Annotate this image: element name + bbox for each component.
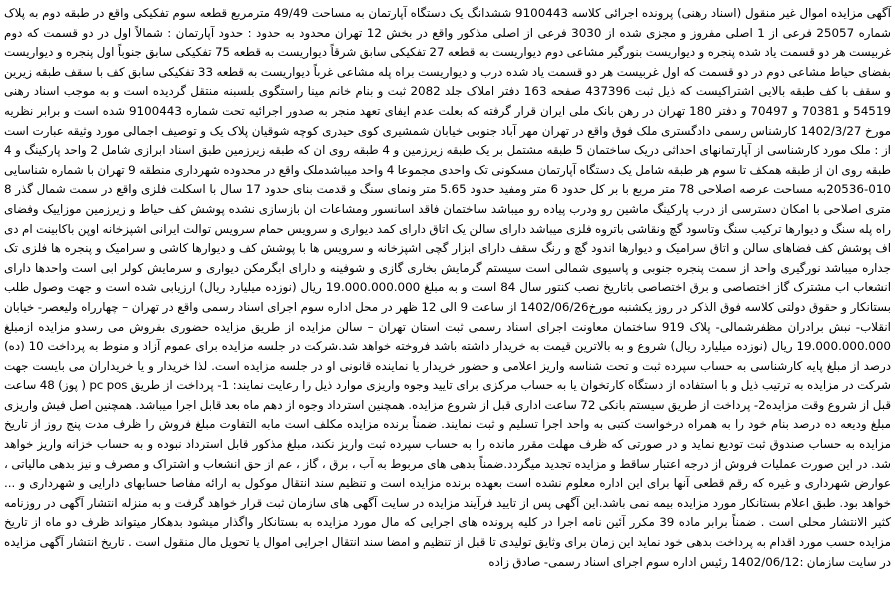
auction-notice-text: آگهی مزایده اموال غیر منقول (اسناد رهنی) پرونده اجرائی کلاسه 9100443 ششدانگ یک دستگاه آپارتمان به مساحت 49/49 مترمربع قطعه سوم تفکیکی واقع در طبقه دوم به پلاک شماره 25057 فرعی از 1 اصلی مفروز و مجزی شده از 3030 فرعی از اصلی مذکور واقع در بخش 12 تهران محدود به حدود : حدود آپارتمان : شمالاً اول در دو قسمت که دوم غربیست هر دو قسمت یاد شده پنجره و دیواریست بنورگیر مشاعی دوم دیواریست به قطعه 27 تفکیکی سابق شرقاً دیواریست به قطعه 75 تفکیکی سابق جنوباً اول پنجره و دیواریست بفضای حیاط مشاعی دوم در دو قسمت که اول غربیست هر دو قسمت یاد شده درب و دیواریست براه پله مشاعی غرباً دیواریست به قطعه 33 تفکیکی سابق کف با سقف طبقه زیرین و سقف با کف طبقه بالایی اشتراکیست که ذیل ثبت 437396 صفحه 163 دفتر املاک جلد 2082 ثبت و بنام خانم مینا راستگوی بلسبنه منتقل گردیده است و به موجب اسناد رهنی 54519 و 70381 و 70497 و دفتر 180 تهران در رهن بانک ملی ایران قرار گرفته که بعلت عدم ایفای تعهد منجر به صدور اجرائیه تحت شماره 9100443 شده است و برابر نظریه مورخ 1402/3/27 کارشناس رسمی دادگستری ملک فوق واقع در تهران مهر آباد جنوبی خیابان شمشیری کوی حیدری کوچه شوقیان پلاک یک و توصیف اجمالی مورد وثیقه عبارت است از : ملک مورد کارشناسی از آپارتمانهای احداثی دریک ساختمان 5 طبقه مشتمل بر یک طبقه زیرزمین و 4 طبقه روی ان که طبقه زیرزمین طبق اسناد ابرازی شامل 2 واحد پارکینگ و 4 طبقه روی ان از طبقه همکف تا سوم هر طبقه شامل یک دستگاه آپارتمان مسکونی تک واحدی مجموعا 4 واحد میباشدملک واقع در محدوده شهرداری منطقه 9 تهران با شماره شناسایی 010-20536به مساحت عرصه اصلاحی 78 متر مربع با بر کل حدود 6 متر ومفید حدود 5.65 متر ونمای سنگ و قدمت بنای حدود 17 سال با اسکلت فلزی واقع در سمت شمال گذر 8 متری اصلاحی با امکان دسترسی از درب پارکینگ ماشین رو ودرب پیاده رو میباشد ساختمان فاقد اسانسور ومشاعات ان بازسازی نشده پوشش کف حیاط و زیرزمین موزاییک وفضای راه پله سنگ و دیوارها ترکیب سنگ وتاسود گچ ونقاشی باتروه فلزی میباشد دارای سالن یک اتاق دارای کمد دیواری و سرویس حمام سرویس توالت ایرانی اشپزخانه اوپن باکابینت ام دی اف پوشش کف فضاهای سالن و اتاق سرامیک و دیوارها اندود گچ و رنگ سقف دارای ابزار گچی اشپزخانه و سرویس ها با پوشش کف و دیوارها کاشی و سرامیک و پنجره ها فلزی تک جداره میباشد نورگیری واحد از سمت پنجره جنوبی و پاسیوی شمالی است سیستم گرمایش بخاری گازی و شوفینه و دارای ابگرمکن دیواری و سرمایش کولر ابی است واحدها دارای انشعاب اب مشترک گاز اختصاصی و برق اختصاصی باتاریخ نصب کنتور سال 84 است و به مبلغ 19.000.000.000 ریال (نوزده میلیارد ریال) ارزیابی شده است و جهت وصول طلب بستانکار و حقوق دولتی کلاسه فوق الذکر در روز یکشنبه مورخ1402/06/26 از ساعت 9 الی 12 ظهر در محل اداره سوم اجرای اسناد رسمی واقع در تهران – چهارراه ولیعصر- خیابان انقلاب- نبش برادران مظفرشمالی- پلاک 919 ساختمان معاونت اجرای اسناد رسمی ثبت استان تهران – سالن مزایده از طریق مزایده حضوری بفروش می رسدو مزایده ازمبلغ 19.000.000.000 ریال (نوزده میلیارد ریال) شروع و به بالاترین قیمت به خریدار داشته باشد فروخته خواهد شد.شرکت در جلسه مزایده برای عموم آزاد و منوط به پرداخت 10 (ده) درصد از مبلغ پایه کارشناسی به حساب سپرده ثبت و تحت شناسه واریز اعلامی و حضور خریدار یا نماینده قانونی او در جلسه مزایده است. لذا خریدار و یا خریداران می بایست جهت شرکت در مزایده به ترتیب ذیل و با استفاده از دستگاه کارتخوان یا به حساب مرکزی برای تایید وجوه واریزی موارد ذیل را رعایت نمایند: 1- پرداخت از طریق pc pos ( پوز) 48 ساعت قبل از شروع وقت مزایده2- پرداخت از طریق سیستم بانکی 72 ساعت اداری قبل از شروع مزایده. همچنین استرداد وجوه از دهم ماه بعد قابل اجرا میباشد. همچنین اصل فیش واریزی مبلغ ودیعه ده درصد بنام خود را به همراه درخواست کتبی به واحد اجرا تسلیم و ثبت نمایند. ضمناً برنده مزایده مکلف است مابه التفاوت مبلغ فروش را ظرف مدت پنج روز از تاریخ مزایده به حساب صندوق ثبت تودیع نماید و در صورتی که ظرف مهلت مقرر مانده را به حساب سپرده ثبت واریز نکند، مبلغ مذکور قابل استرداد نبوده و به حساب خزانه واریز خواهد شد. در این صورت عملیات فروش از درجه اعتبار ساقط و مزایده تجدید میگردد.ضمناً بدهی های مربوط به آب ، برق ، گاز ، عم از حق انشعاب و اشتراک و مصرف و نیز بدهی مالیاتی ، عوارض شهرداری و غیره که رقم قطعی آنها برای این اداره معلوم نشده است بعهده برنده مزایده است و تنظیم سند انتقال موکول به ارائه مفاصا حسابهای دارایی و شهرداری و ... خواهد بود. طبق اعلام بستانکار مورد مزایده بیمه نمی باشد.این آگهی پس از تایید فرآیند مزایده در سایت آگهی های سازمان ثبت قرار خواهد گرفت و به منزله انتشار آگهی در روزنامه کثیر الانتشار محلی است . ضمناً برابر ماده 39 مکرر آئین نامه اجرا در کلیه پرونده های اجرایی که مال مورد مزایده به بستانکار واگذار میشود بدهکار میتواند ظرف دو ماه از تاریخ مزایده حسب مورد اقدام به پرداخت بدهی خود نماید این زمان برای وثایق تولیدی تا قبل از تنظیم و امضا سند انتقال اجرایی اموال یا تحویل مال منقول است . تاریخ انتشار آگهی مزایده در سایت سازمان :1402/06/12 رئیس اداره سوم اجرای اسناد رسمی- صادق زاده xyxy=(4,6,892,569)
